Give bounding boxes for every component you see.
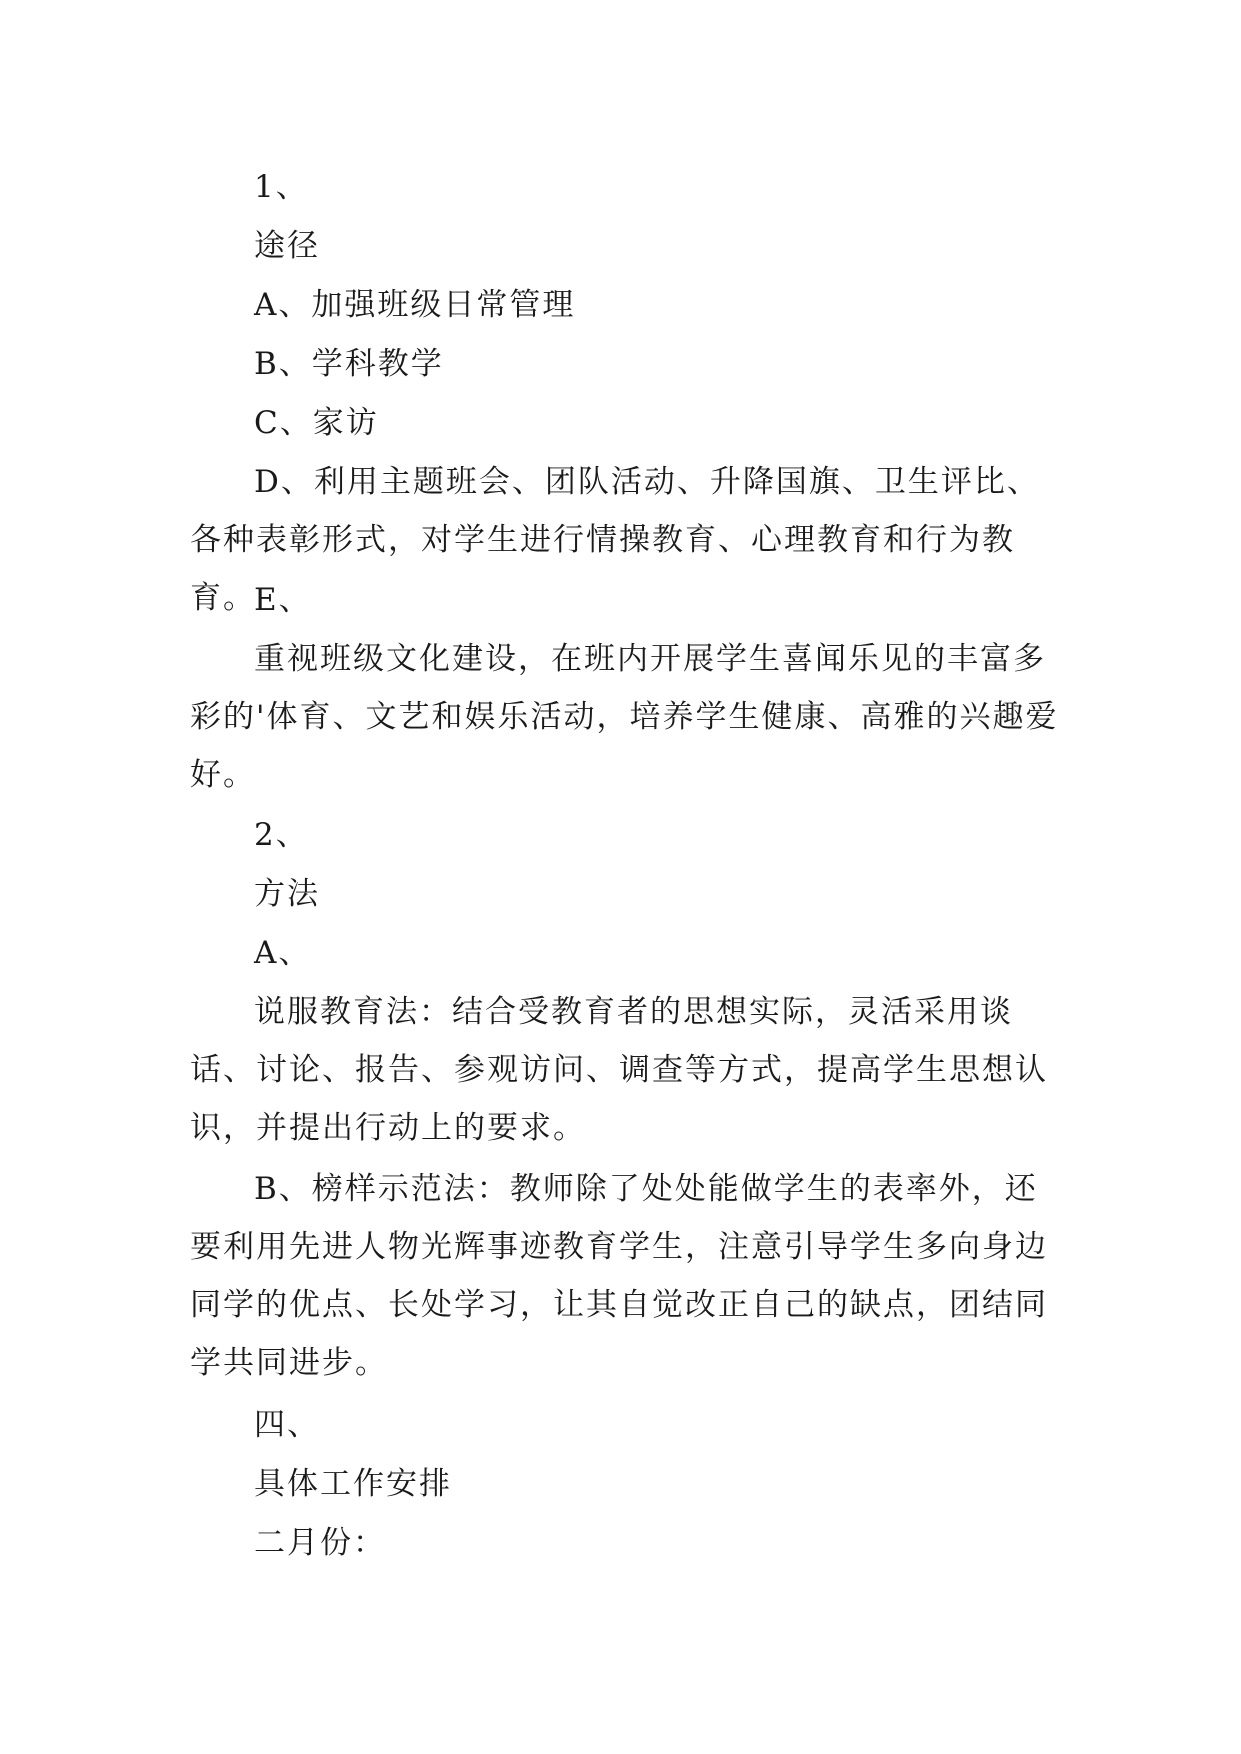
month-february: 二月份： [254, 1525, 386, 1561]
section-number: 1、 [254, 169, 309, 205]
method-a-label: A、 [254, 935, 312, 971]
item-c-home-visit: C、家访 [254, 405, 379, 441]
section-heading-methods: 方法 [254, 876, 320, 912]
section-number: 2、 [254, 817, 309, 853]
section-number-four: 四、 [254, 1407, 320, 1443]
section-heading-work-plan: 具体工作安排 [254, 1466, 452, 1502]
item-b-subject-teaching: B、学科教学 [254, 346, 444, 382]
item-d-activities: D、利用主题班会、团队活动、升降国旗、卫生评比、各种表彰形式，对学生进行情操教育、心理教育和行为教育。 [190, 464, 1040, 616]
section-heading-approach: 途径 [254, 228, 320, 264]
item-a-daily-management: A、加强班级日常管理 [254, 287, 576, 323]
method-b-role-model: B、榜样示范法：教师除了处处能做学生的表率外，还要利用先进人物光辉事迹教育学生，注意引导学生多向身边同学的优点、长处学习，让其自觉改正自己的缺点，团结同学共同进步。 [190, 1171, 1048, 1381]
item-e-label: E、 [254, 582, 312, 618]
item-e-class-culture: 重视班级文化建设，在班内开展学生喜闻乐见的丰富多彩的'体育、文艺和娱乐活动，培养学生健康、高雅的兴趣爱好。 [190, 641, 1059, 793]
method-a-persuasion: 说服教育法：结合受教育者的思想实际，灵活采用谈话、讨论、报告、参观访问、调查等方式，提高学生思想认识，并提出行动上的要求。 [190, 994, 1048, 1146]
